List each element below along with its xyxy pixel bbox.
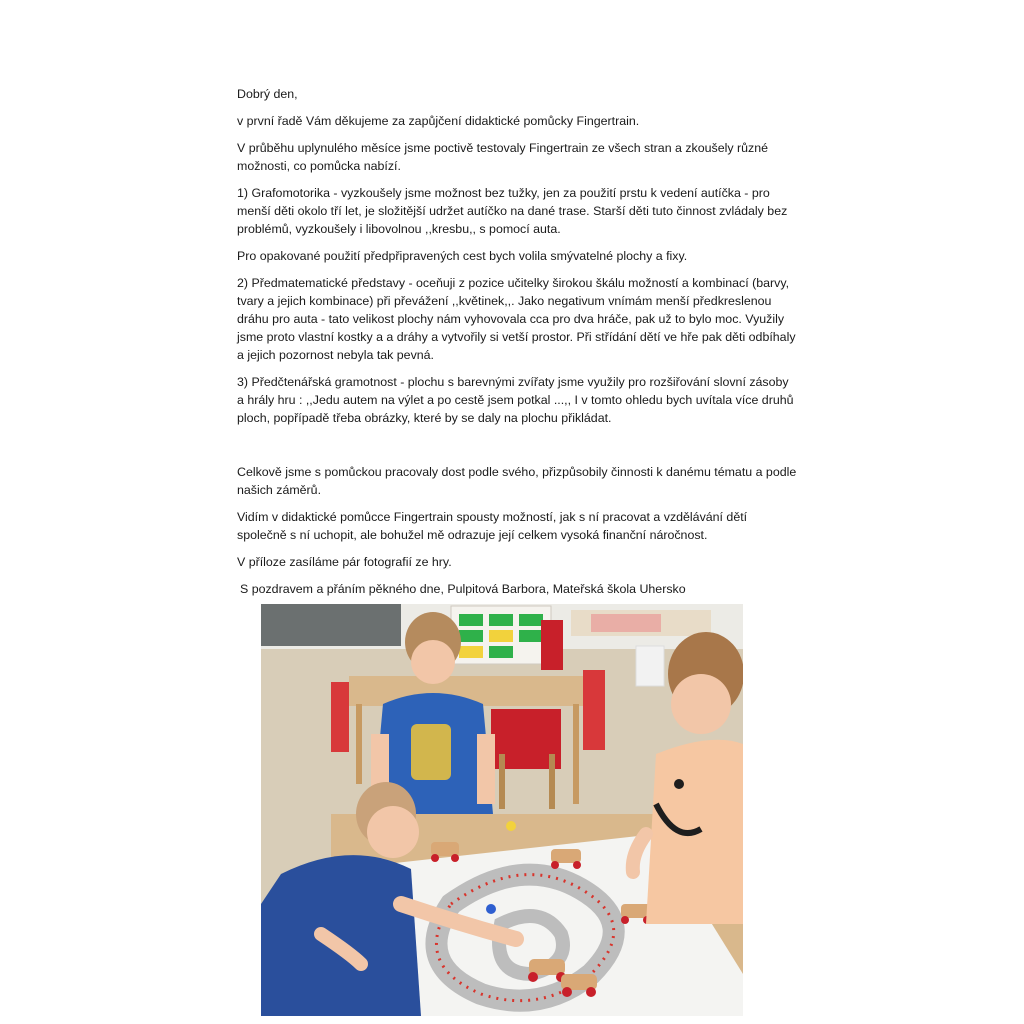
letter-greeting: Dobrý den, — [237, 87, 298, 101]
letter-paragraph: 3) Předčtenářská gramotnost - plochu s barevnými zvířaty jsme využily pro rozšiřování slovní zásoby a hrály hru : ,,Jedu autem na výlet a po cestě jsem potkal ...,, I v tomto ohledu bych uvítala více druhů ploch, popřípadě třeba obrázky, které by se daly na plochu přikládat. — [237, 375, 794, 425]
toy-shelf — [451, 606, 551, 664]
letter-signature: S pozdravem a přáním pěkného dne, Pulpitová Barbora, Mateřská škola Uhersko — [240, 582, 686, 596]
letter-paragraph: Pro opakované použití předpřipravených cest bych volila smývatelné plochy a fixy. — [237, 249, 688, 263]
letter-paragraph: V průběhu uplynulého měsíce jsme poctivě testovaly Fingertrain ze všech stran a zkoušely různé možnosti, co pomůcka nabízí. — [237, 141, 769, 173]
letter-paragraph: V příloze zasíláme pár fotografií ze hry. — [237, 555, 452, 569]
letter-paragraph: v první řadě Vám děkujeme za zapůjčení didaktické pomůcky Fingertrain. — [237, 114, 640, 128]
dark-window — [261, 604, 401, 646]
letter-paragraph: 1) Grafomotorika - vyzkoušely jsme možnost bez tužky, jen za použití prstu k vedení autíčka - pro menší děti okolo tří let, je složitější udržet autíčko na dané trase. Starší děti tuto činnost zvládaly bez problémů, vyzkoušely i libovolnou ,,kresbu,, s pomocí auta. — [237, 186, 788, 236]
classroom-photo — [261, 604, 743, 1016]
letter-paragraph: Celkově jsme s pomůckou pracovaly dost podle svého, přizpůsobily činnosti k danému tématu a podle našich záměrů. — [237, 465, 797, 497]
letter-body — [237, 85, 797, 607]
letter-paragraph: Vidím v didaktické pomůcce Fingertrain spousty možností, jak s ní pracovat a vzdělávání dětí společně s ní uchopit, ale bohužel mě odrazuje její celkem vysoká finanční náročnost. — [237, 510, 748, 542]
letter-paragraph: 2) Předmatematické představy - oceňuji z pozice učitelky širokou škálu možností a kombinací (barvy, tvary a jejich kombinace) při převážení ,,květinek,,. Jako negativum vnímám menší předkreslenou dráhu pro auta - tato velikost plochy nám vyhovovala cca pro dva hráče, pak už to bylo moc. Využily jsme proto vlastní kostky a a dráhy a vytvořily si vetší prostor. Při střídání dětí ve hře pak děti odbíhaly a jejich pozornost nebyla tak pevná. — [237, 276, 796, 362]
